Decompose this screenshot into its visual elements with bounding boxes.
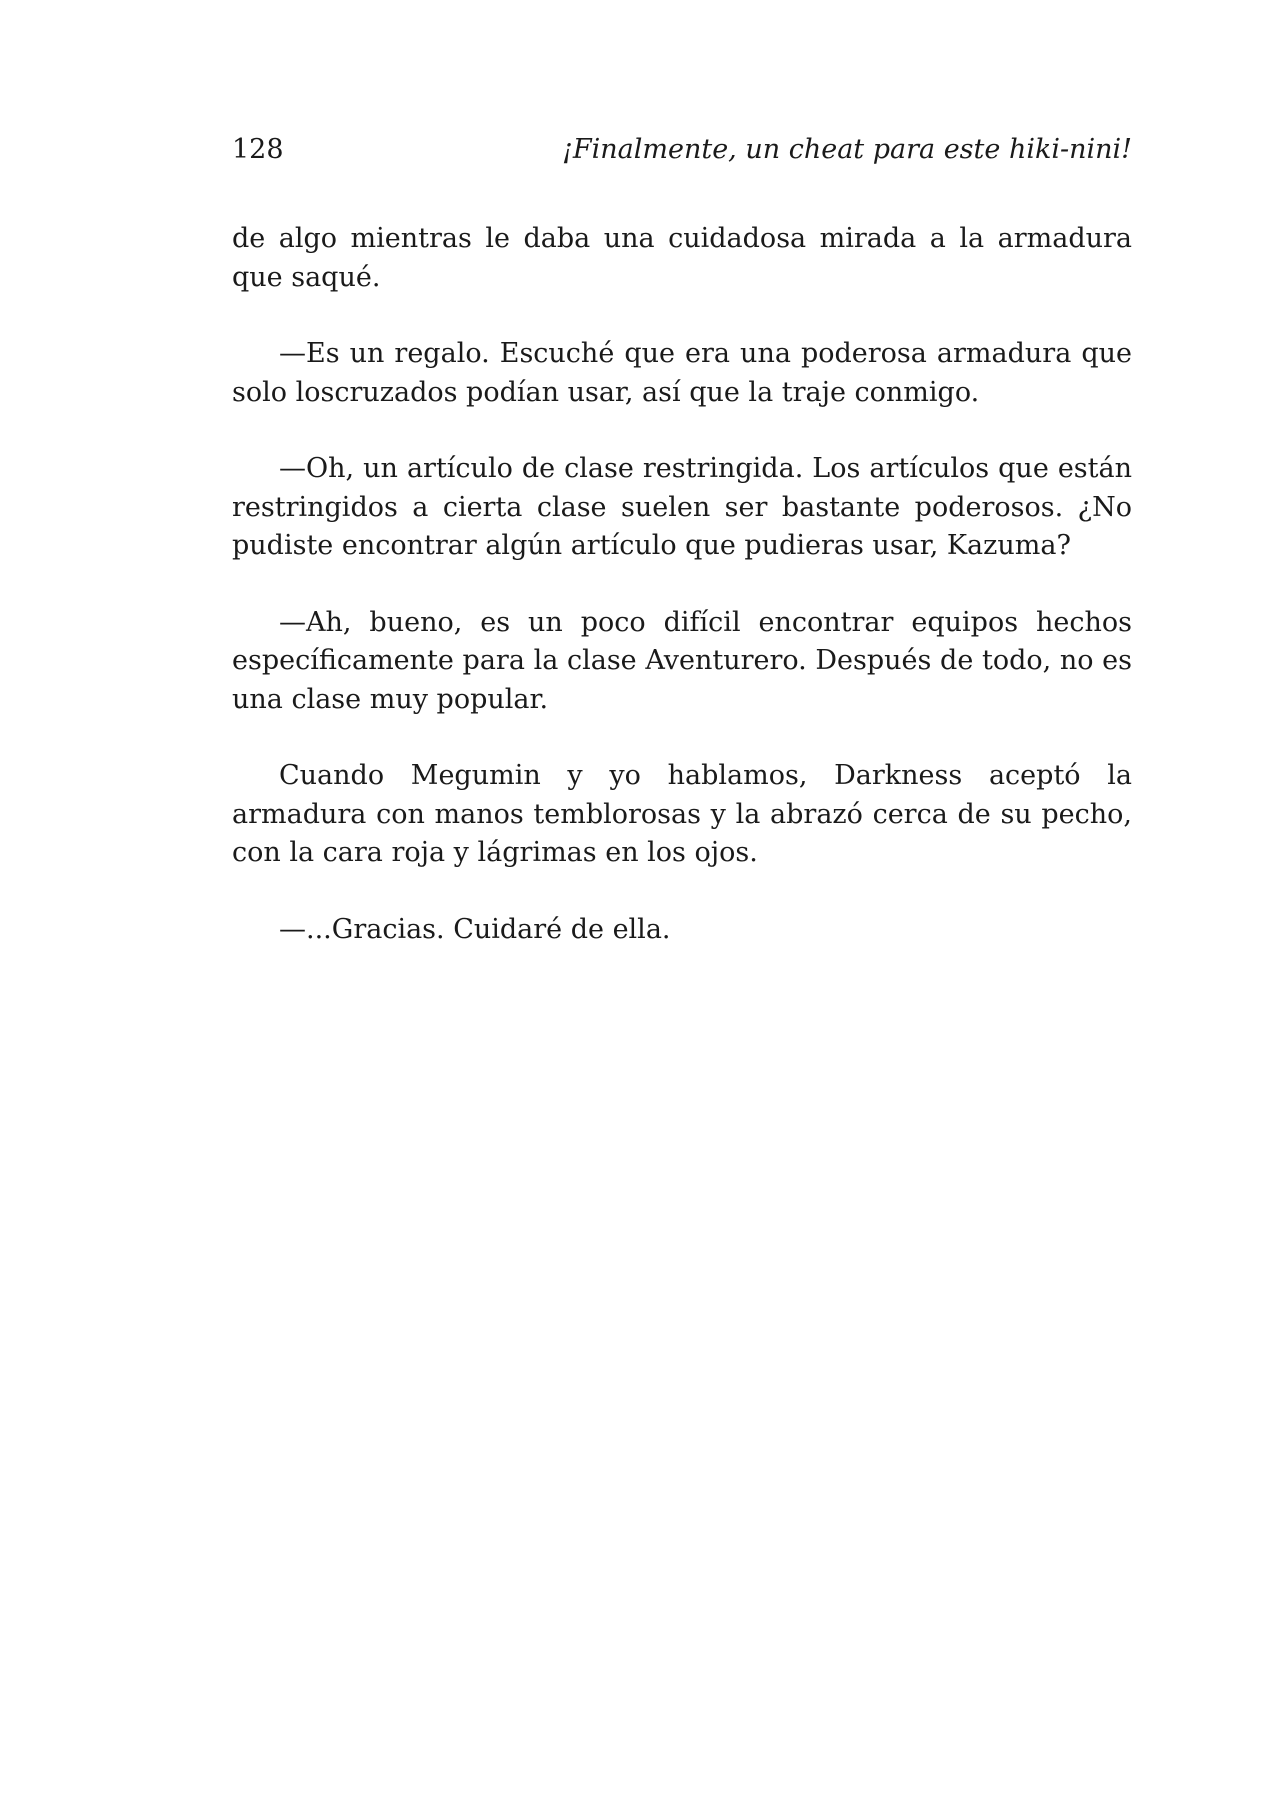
running-title: ¡Finalmente, un cheat para este hiki-nini!	[562, 134, 1132, 165]
paragraph: —Oh, un artículo de clase restringida. Los artículos que están restringidos a cierta clase suelen ser bastante poderosos. ¿No pudiste encontrar algún artículo que pudieras usar, Kazuma?	[232, 453, 1132, 561]
body-text	[232, 220, 1132, 949]
paragraph: de algo mientras le daba una cuidadosa mirada a la armadura que saqué.	[232, 223, 1132, 293]
book-page	[232, 130, 1132, 987]
page-number: 128	[232, 134, 284, 165]
paragraph: —...Gracias. Cuidaré de ella.	[279, 913, 671, 945]
paragraph: —Ah, bueno, es un poco difícil encontrar equipos hechos específicamente para la clase Aventurero. Después de todo, no es una clase muy popular.	[232, 606, 1132, 715]
paragraph: —Es un regalo. Escuché que era una poderosa armadura que solo loscruzados podían usar, así que la traje conmigo.	[232, 338, 1132, 408]
running-header	[232, 130, 1132, 170]
paragraph: Cuando Megumin y yo hablamos, Darkness aceptó la armadura con manos temblorosas y la abrazó cerca de su pecho, con la cara roja y lágrimas en los ojos.	[232, 760, 1132, 868]
